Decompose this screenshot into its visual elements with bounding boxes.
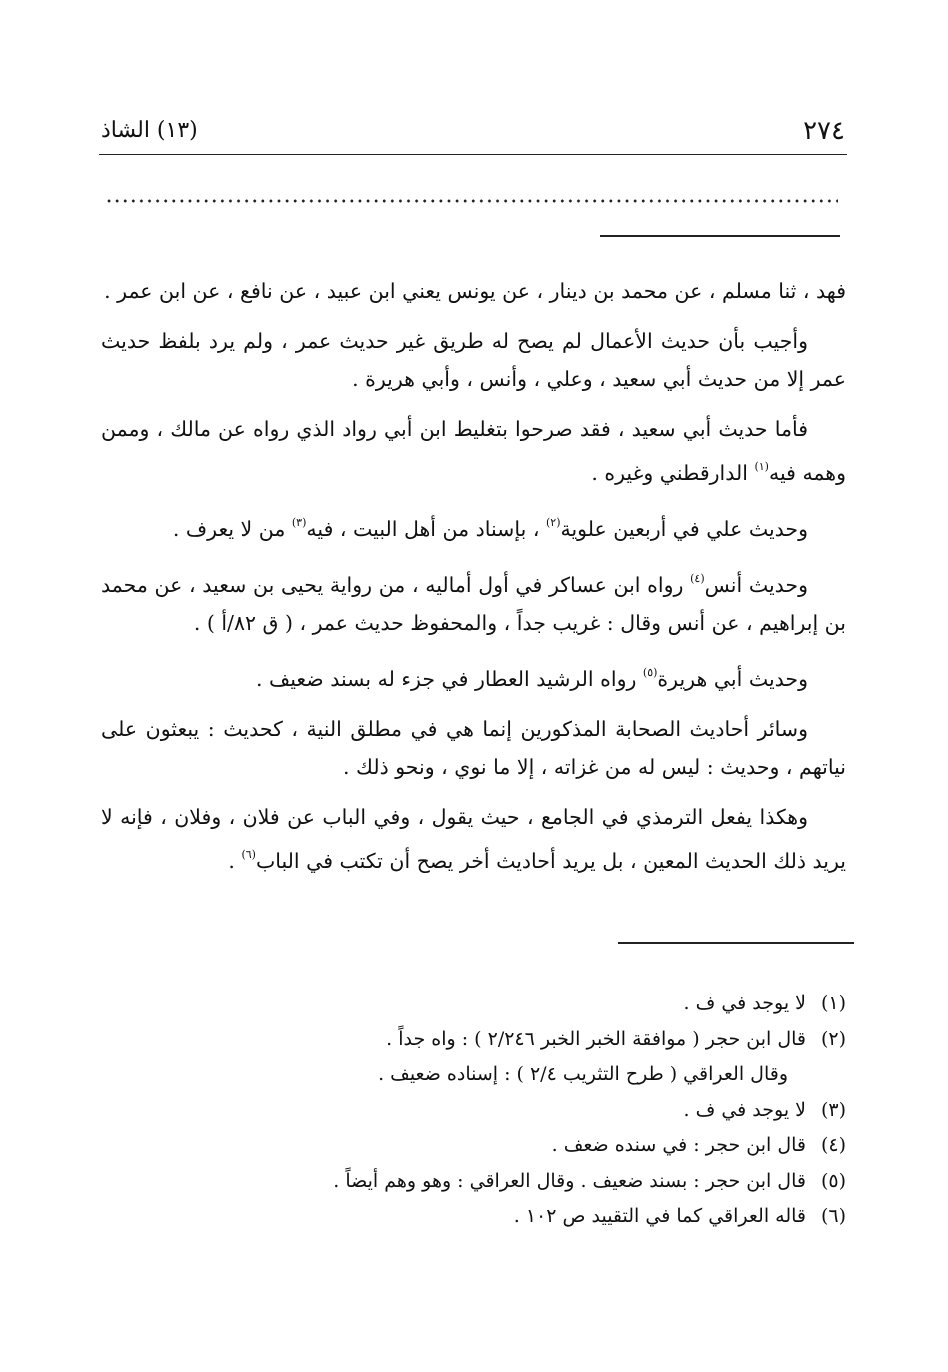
paragraph — [101, 410, 846, 492]
paragraph-text: وحديث أنس — [704, 573, 808, 597]
footnote-text: قاله العراقي كما في التقييد ص ١٠٢ . — [513, 1205, 806, 1227]
paragraph-text: فأما حديث أبي سعيد ، فقد صرحوا بتغليط ابن أبي رواد الذي رواه عن مالك ، وممن وهمه فيه — [101, 417, 846, 485]
footnote-text: لا يوجد في ف . — [683, 992, 806, 1014]
footnote-item — [146, 1199, 846, 1235]
footnote-ref: (٢) — [545, 516, 561, 529]
paragraph-text: ، بإسناد من أهل البيت ، فيه — [306, 517, 546, 541]
footnote-number: (٣) — [820, 1098, 846, 1121]
paragraph-text: وسائر أحاديث الصحابة المذكورين إنما هي في مطلق النية ، كحديث : يبعثون على نياتهم ، وحديث : ليس له من غزاته ، إلا ما نوي ، ونحو ذلك . — [101, 717, 846, 779]
footnote-ref: (٣) — [291, 516, 307, 529]
short-separator-rule — [600, 235, 840, 237]
footnote-text: لا يوجد في ف . — [683, 1098, 806, 1121]
page-number: ٢٧٤ — [803, 116, 845, 146]
paragraph-text: وهكذا يفعل الترمذي في الجامع ، حيث يقول ، وفي الباب عن فلان ، وفلان ، فإنه لا يريد ذلك الحديث المعين ، بل يريد أحاديث أخر يصح أن تكتب في الباب — [101, 805, 846, 873]
footnote-ref: (٤) — [690, 572, 705, 585]
paragraph-text: وأجيب بأن حديث الأعمال لم يصح له طريق غير حديث عمر ، ولم يرد بلفظ حديث عمر إلا من حديث أبي سعيد ، وعلي ، وأنس ، وأبي هريرة . — [101, 329, 846, 391]
paragraph — [101, 798, 846, 880]
paragraph — [101, 322, 846, 398]
paragraph-text: . — [228, 849, 242, 873]
paragraph — [101, 560, 846, 642]
footnote-item — [146, 1164, 846, 1200]
footnotes — [146, 986, 846, 1235]
paragraph — [101, 272, 846, 310]
footnote-number: (٥) — [820, 1169, 846, 1192]
footnote-number: (٤) — [820, 1134, 846, 1156]
header-rule — [99, 154, 847, 155]
paragraph — [101, 654, 846, 698]
paragraph-text: رواه ابن عساكر في أول أماليه ، من رواية يحيى بن سعيد ، عن محمد بن إبراهيم ، عن أنس وقال : غريب جداً ، والمحفوظ حديث عمر ، ( ق ٨٢/أ ) . — [101, 573, 846, 635]
paragraph — [101, 504, 846, 548]
footnote-item — [146, 986, 846, 1022]
paragraph-text: فهد ، ثنا مسلم ، عن محمد بن دينار ، عن يونس يعني ابن عبيد ، عن نافع ، عن ابن عمر . — [104, 279, 846, 303]
footnote-item — [146, 1093, 846, 1129]
footnote-separator-rule — [618, 942, 854, 944]
paragraph-text: رواه الرشيد العطار في جزء له بسند ضعيف . — [255, 667, 643, 691]
footnote-text: قال ابن حجر : في سنده ضعف . — [551, 1134, 806, 1156]
paragraph — [101, 710, 846, 786]
footnote-number: (١) — [820, 992, 846, 1014]
paragraph-text: وحديث أبي هريرة — [657, 667, 808, 691]
paragraph-text: الدارقطني وغيره . — [591, 461, 755, 485]
footnote-item — [146, 1128, 846, 1164]
footnote-text: قال ابن حجر : بسند ضعيف . وقال العراقي : وهو وهم أيضاً . — [333, 1169, 806, 1192]
footnote-ref: (٦) — [241, 848, 256, 861]
paragraph-text: وحديث علي في أربعين علوية — [560, 517, 808, 541]
paragraph-text: من لا يعرف . — [172, 517, 292, 541]
footnote-ref: (٥) — [642, 666, 658, 679]
footnote-text: قال ابن حجر ( موافقة الخبر الخبر ٢/٢٤٦ ) : واه جداً . — [386, 1027, 806, 1050]
footnote-continuation: وقال العراقي ( طرح التثريب ٢/٤ ) : إسناده ضعيف . — [378, 1063, 788, 1085]
footnote-item — [146, 1022, 846, 1058]
footnote-number: (٦) — [820, 1205, 846, 1227]
footnote-ref: (١) — [754, 460, 769, 473]
dotted-separator — [105, 198, 838, 204]
main-text — [101, 272, 846, 892]
running-header-section-title: (١٣) الشاذ — [101, 118, 198, 143]
footnote-number: (٢) — [820, 1027, 846, 1050]
